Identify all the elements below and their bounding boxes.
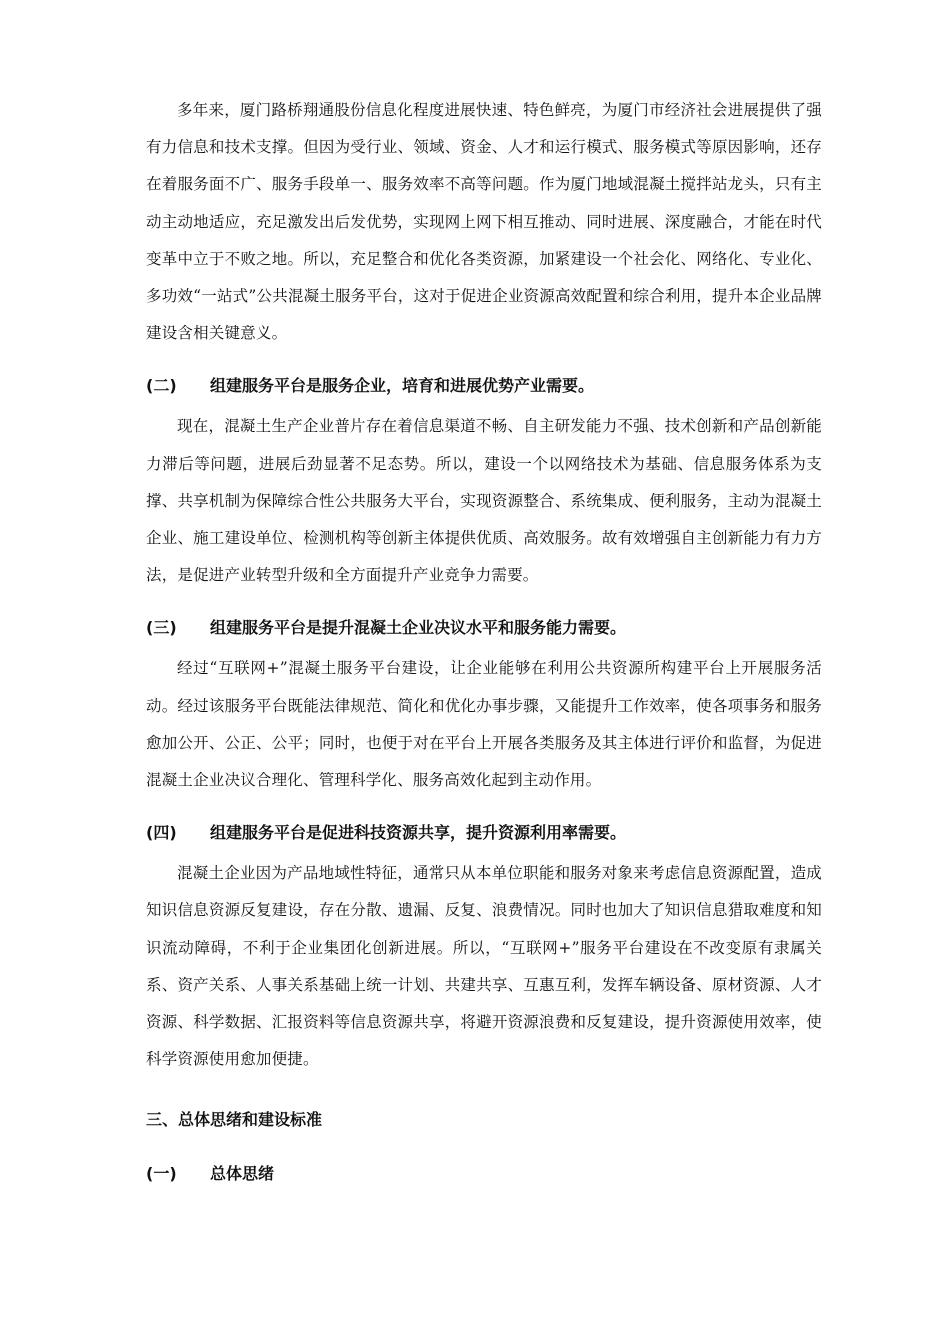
paragraph-2: 现在，混凝土生产企业普片存在着信息渠道不畅、自主研发能力不强、技术创新和产品创新能力滞后等问题，进展后劲显著不足态势。所以，建设一个以网络技术为基础、信息服务体系为支撑、共享机制为保障综合性公共服务大平台，实现资源整合、系统集成、便利服务，主动为混凝土企业、施工建设单位、检测机构等创新主体提供优质、高效服务。故有效增强自主创新能力有力方法，是促进产业转型升级和全方面提升产业竞争力需要。 — [146, 417, 822, 585]
heading-number: (四) — [146, 823, 177, 843]
heading-number: (一) — [146, 1164, 177, 1184]
heading-text: 组建服务平台是促进科技资源共享，提升资源利用率需要。 — [210, 823, 627, 843]
paragraph-3: 经过“互联网+”混凝土服务平台建设，让企业能够在利用公共资源所构建平台上开展服务活动。经过该服务平台既能法律规范、简化和优化办事步骤，又能提升工作效率，使各项事务和服务愈加公开、公正、公平；同时，也便于对在平台上开展各类服务及其主体进行评价和监督，为促进混凝土企业决议合理化、管理科学化、服务高效化起到主动作用。 — [146, 659, 822, 790]
subheading-1 — [146, 1162, 822, 1186]
heading-text: 组建服务平台是提升混凝土企业决议水平和服务能力需要。 — [210, 618, 627, 638]
heading-2 — [146, 374, 822, 398]
heading-text: 组建服务平台是服务企业，培育和进展优势产业需要。 — [210, 376, 595, 396]
paragraph-4: 混凝土企业因为产品地域性特征，通常只从本单位职能和服务对象来考虑信息资源配置，造成知识信息资源反复建设，存在分散、遗漏、反复、浪费情况。同时也加大了知识信息猎取难度和知识流动障碍，不利于企业集团化创新进展。所以，“互联网+”服务平台建设在不改变原有隶属关系、资产关系、人事关系基础上统一计划、共建共享、互惠互利，发挥车辆设备、原材资源、人才资源、科学数据、汇报资料等信息资源共享，将避开资源浪费和反复建设，提升资源使用效率，使科学资源使用愈加便捷。 — [146, 864, 822, 1069]
heading-number: (二) — [146, 376, 177, 396]
section-heading-3: 三、总体思绪和建设标准 — [146, 1110, 323, 1130]
heading-text: 总体思绪 — [210, 1164, 275, 1184]
document-body — [146, 92, 822, 1186]
heading-4 — [146, 821, 822, 845]
paragraph-intro: 多年来，厦门路桥翔通股份信息化程度进展快速、特色鲜亮，为厦门市经济社会进展提供了强有力信息和技术支撑。但因为受行业、领域、资金、人才和运行模式、服务模式等原因影响，还存在着服务面不广、服务手段单一、服务效率不高等问题。作为厦门地域混凝土搅拌站龙头，只有主动主动地适应，充足激发出后发优势，实现网上网下相互推动、同时进展、深度融合，才能在时代变革中立于不败之地。所以，充足整合和优化各类资源，加紧建设一个社会化、网络化、专业化、多功效“一站式”公共混凝土服务平台，这对于促进企业资源高效配置和综合利用，提升本企业品牌建设含相关键意义。 — [146, 101, 822, 343]
heading-3 — [146, 616, 822, 640]
heading-number: (三) — [146, 618, 177, 638]
